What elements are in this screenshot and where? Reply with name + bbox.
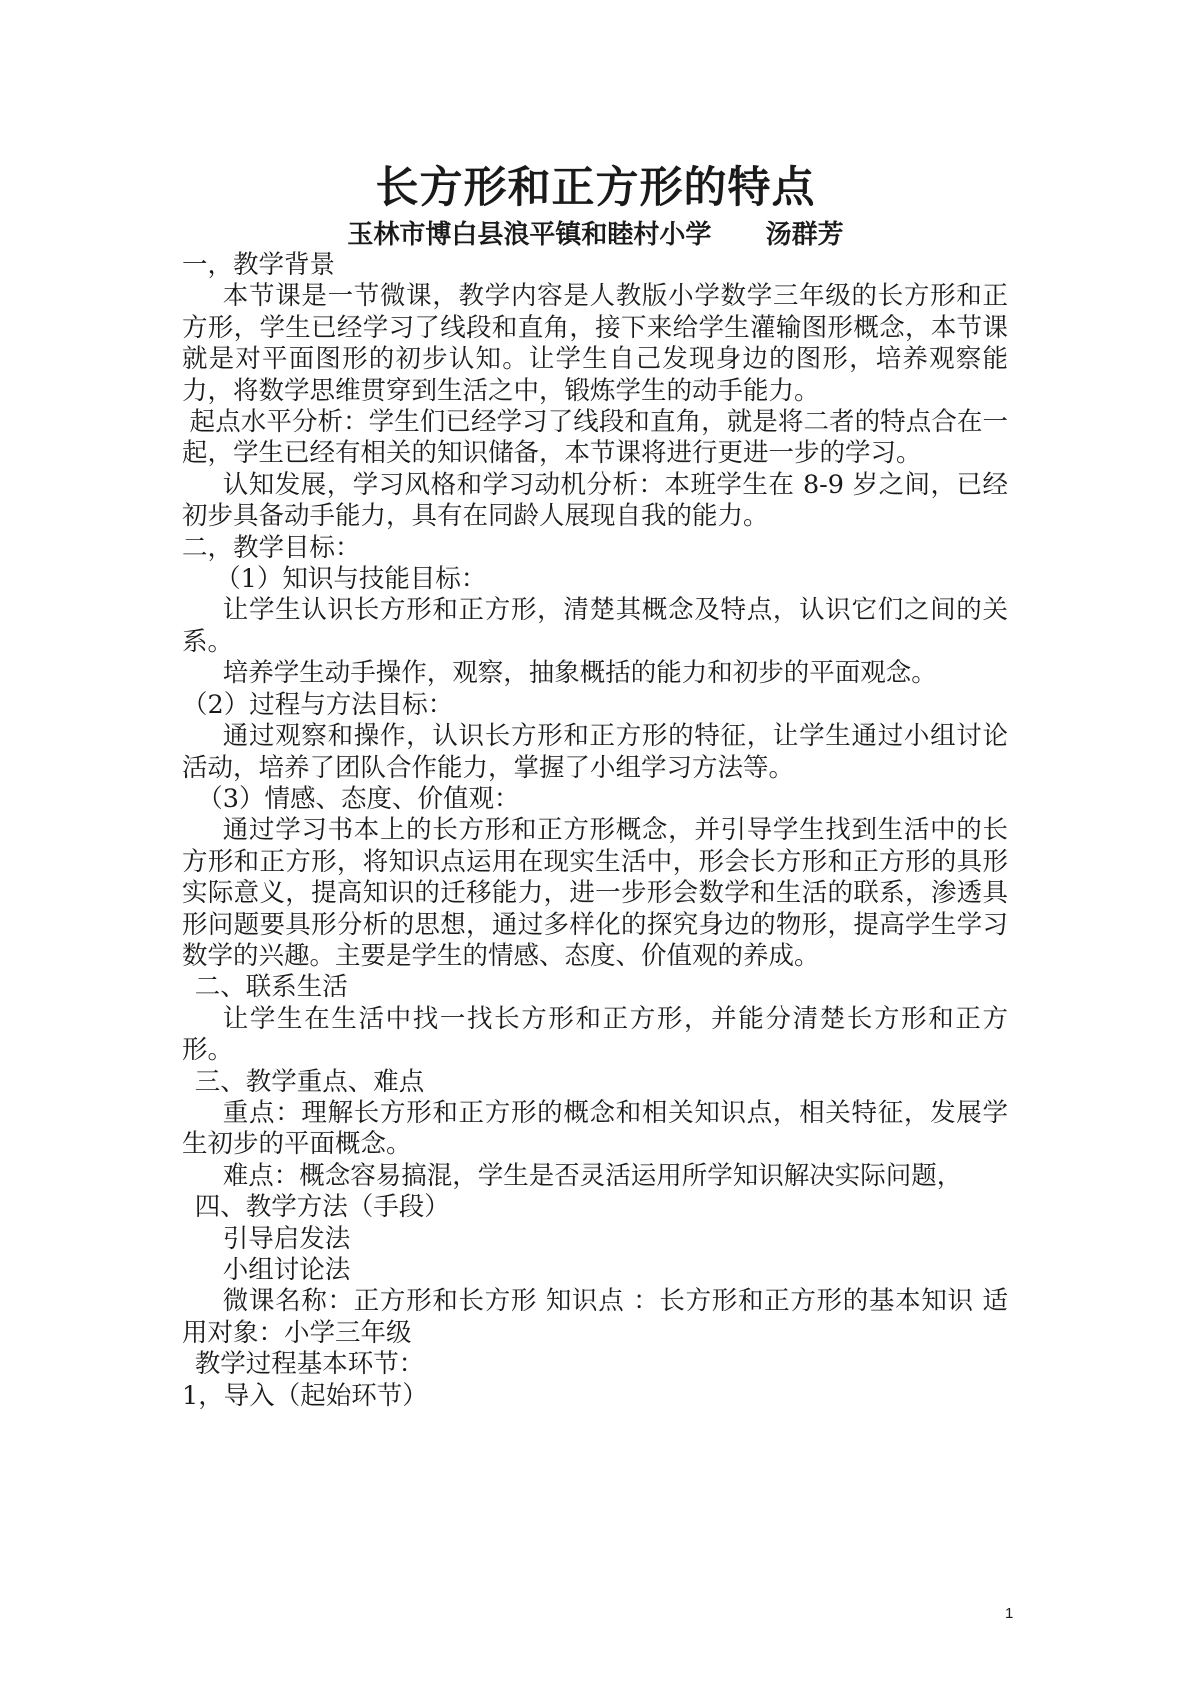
document-subtitle: 玉林市博白县浪平镇和睦村小学 汤群芳 [347,220,844,250]
subsection-heading: （3）情感、态度、价值观： [197,783,520,814]
paragraph: 引导启发法 [222,1223,351,1254]
paragraph: 小组讨论法 [222,1255,351,1285]
paragraph: 让学生认识长方形和正方形，清楚其概念及特点，认识它们之间的关系。 [182,595,1008,657]
page-number: 1 [1005,1605,1014,1622]
section-heading: 二、联系生活 [194,972,348,1003]
paragraph: 重点：理解长方形和正方形的概念和相关知识点，相关特征，发展学生初步的平面概念。 [182,1097,1008,1160]
paragraph: 起点水平分析：学生们已经学习了线段和直角，就是将二者的特点合在一起，学生已经有相关的知识储备，本节课将进行更进一步的学习。 [182,407,1008,469]
paragraph: 认知发展，学习风格和学习动机分析：本班学生在 8-9 岁之间，已经初步具备动手能力，具有在同龄人展现自我的能力。 [182,469,1008,532]
document-title: 长方形和正方形的特点 [375,163,816,213]
subsection-heading: （2）过程与方法目标： [182,689,454,720]
paragraph: 本节课是一节微课，教学内容是人教版小学数学三年级的长方形和正方形，学生已经学习了线段和直角，接下来给学生灌输图形概念，本节课就是对平面图形的初步认知。让学生自己发现身边的图形，培养观察能力，将数学思维贯穿到生活之中，锻炼学生的动手能力。 [182,281,1008,406]
section-heading: 教学过程基本环节： [194,1349,425,1380]
paragraph: 让学生在生活中找一找长方形和正方形，并能分清楚长方形和正方形。 [182,1003,1008,1066]
document-body [182,250,1008,1412]
section-heading: 三、教学重点、难点 [194,1066,425,1097]
section-heading: 二，教学目标： [182,532,361,563]
paragraph: 通过学习书本上的长方形和正方形概念，并引导学生找到生活中的长方形和正方形，将知识点运用在现实生活中，形会长方形和正方形的具形实际意义，提高知识的迁移能力，进一步形会数学和生活的联系，渗透具形问题要具形分析的思想，通过多样化的探究身边的物形，提高学生学习数学的兴趣。主要是学生的情感、态度、价值观的养成。 [182,815,1008,971]
paragraph: 难点：概念容易搞混，学生是否灵活运用所学知识解决实际问题， [222,1160,963,1191]
section-heading: 1，导入（起始环节） [182,1380,428,1411]
paragraph: 通过观察和操作，认识长方形和正方形的特征，让学生通过小组讨论活动，培养了团队合作能力，掌握了小组学习方法等。 [182,721,1008,783]
paragraph: 微课名称：正方形和长方形 知识点 ：长方形和正方形的基本知识 适用对象：小学三年级 [182,1286,1008,1348]
section-heading: 一，教学背景 [182,250,336,280]
section-heading: 四、教学方法（手段） [194,1192,450,1223]
paragraph: 培养学生动手操作，观察，抽象概括的能力和初步的平面观念。 [222,658,937,689]
subsection-heading: （1）知识与技能目标： [215,564,487,595]
